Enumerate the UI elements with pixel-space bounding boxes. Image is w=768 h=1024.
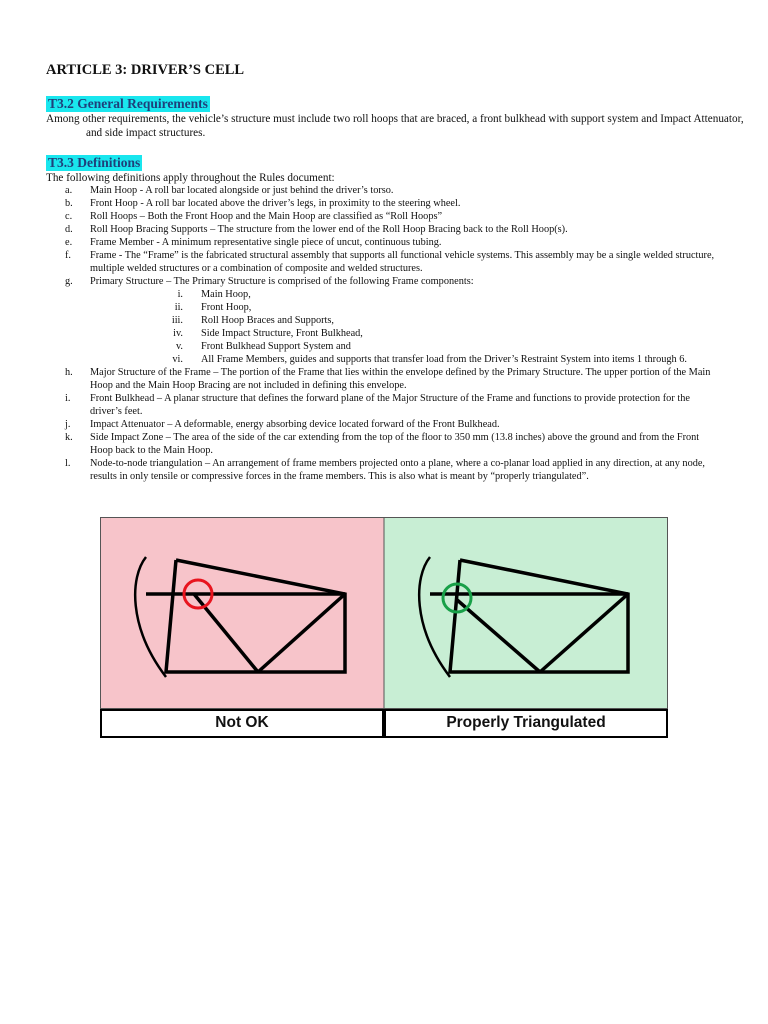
sublist-item: ii. Front Hoop, <box>174 302 252 313</box>
definition-item: f. Frame - The “Frame” is the fabricated structural assembly that supports all functional vehicle systems. This assembly may be a single welded structure, multiple welded structures or a combination of composite and welded structures. <box>65 250 715 274</box>
section-t3-3-intro: The following definitions apply throughout the Rules document: <box>46 172 335 184</box>
primary-structure-sublist <box>90 288 722 366</box>
article-title: ARTICLE 3: DRIVER’S CELL <box>46 62 245 78</box>
sublist-item: iii. Roll Hoop Braces and Supports, <box>171 315 334 326</box>
definition-item: i. Front Bulkhead – A planar structure that defines the forward plane of the Major Structure of the Frame and functions to provide protection for the driver’s feet. <box>65 393 690 417</box>
definition-item: l. Node-to-node triangulation – An arrangement of frame members projected onto a plane, where a co-planar load applied in any direction, at any node, results in only tensile or compressive forces in the frame members. This is also what is meant by “properly triangulated”. <box>65 458 706 482</box>
triangulation-figure <box>100 517 668 738</box>
definition-item: a. Main Hoop - A roll bar located alongside or just behind the driver’s torso. <box>65 185 394 196</box>
sublist-item: i. Main Hoop, <box>177 289 251 300</box>
not-ok-caption: Not OK <box>215 714 269 731</box>
definition-item: b. Front Hoop - A roll bar located above the driver’s legs, in proximity to the steering wheel. <box>65 198 461 209</box>
sublist-item: vi. All Frame Members, guides and supports that transfer load from the Driver’s Restraint System into items 1 through 6. <box>172 354 687 365</box>
section-heading-t3-2: T3.2 General Requirements <box>48 96 208 111</box>
definition-item: k. Side Impact Zone – The area of the side of the car extending from the top of the floor to 350 mm (13.8 inches) above the ground and from the Front Hoop back to the Main Hoop. <box>65 432 700 456</box>
not-ok-panel <box>100 517 384 709</box>
definition-item: e. Frame Member - A minimum representative single piece of uncut, continuous tubing. <box>65 237 442 248</box>
definition-item: j. Impact Attenuator – A deformable, energy absorbing device located forward of the Front Bulkhead. <box>65 419 500 430</box>
properly-triangulated-caption: Properly Triangulated <box>446 714 606 731</box>
sublist-item: v. Front Bulkhead Support System and <box>175 341 351 352</box>
definition-item: h. Major Structure of the Frame – The portion of the Frame that lies within the envelope defined by the Primary Structure. The upper portion of the Main Hoop and the Main Hoop Bracing are not included in defining this envelope. <box>65 367 711 391</box>
triangulation-diagram <box>100 517 668 738</box>
definition-item: c. Roll Hoops – Both the Front Hoop and the Main Hoop are classified as “Roll Hoops” <box>65 211 443 222</box>
definition-item: d. Roll Hoop Bracing Supports – The structure from the lower end of the Roll Hoop Bracing back to the Roll Hoop(s). <box>65 224 568 235</box>
definitions-list <box>46 184 722 483</box>
properly-triangulated-panel <box>384 517 668 709</box>
section-t3-2-body: Among other requirements, the vehicle’s structure must include two roll hoops that are braced, a front bulkhead with support system and Impact Attenuator, and side impact structures. <box>46 113 744 139</box>
section-heading-t3-3: T3.3 Definitions <box>48 155 141 170</box>
definition-item: g. Primary Structure – The Primary Structure is comprised of the following Frame components: i. Main Hoop, ii. Front Hoop, iii. Roll Hoop Braces and Supports, iv. Side Impact Structure, Front Bulkhead, v. Front Bulkhead Support System and vi. All Frame Members, guides and supports that transfer load from the Driver’s Restraint System into items 1 through 6. <box>46 275 722 366</box>
sublist-item: iv. Side Impact Structure, Front Bulkhead, <box>173 328 363 339</box>
